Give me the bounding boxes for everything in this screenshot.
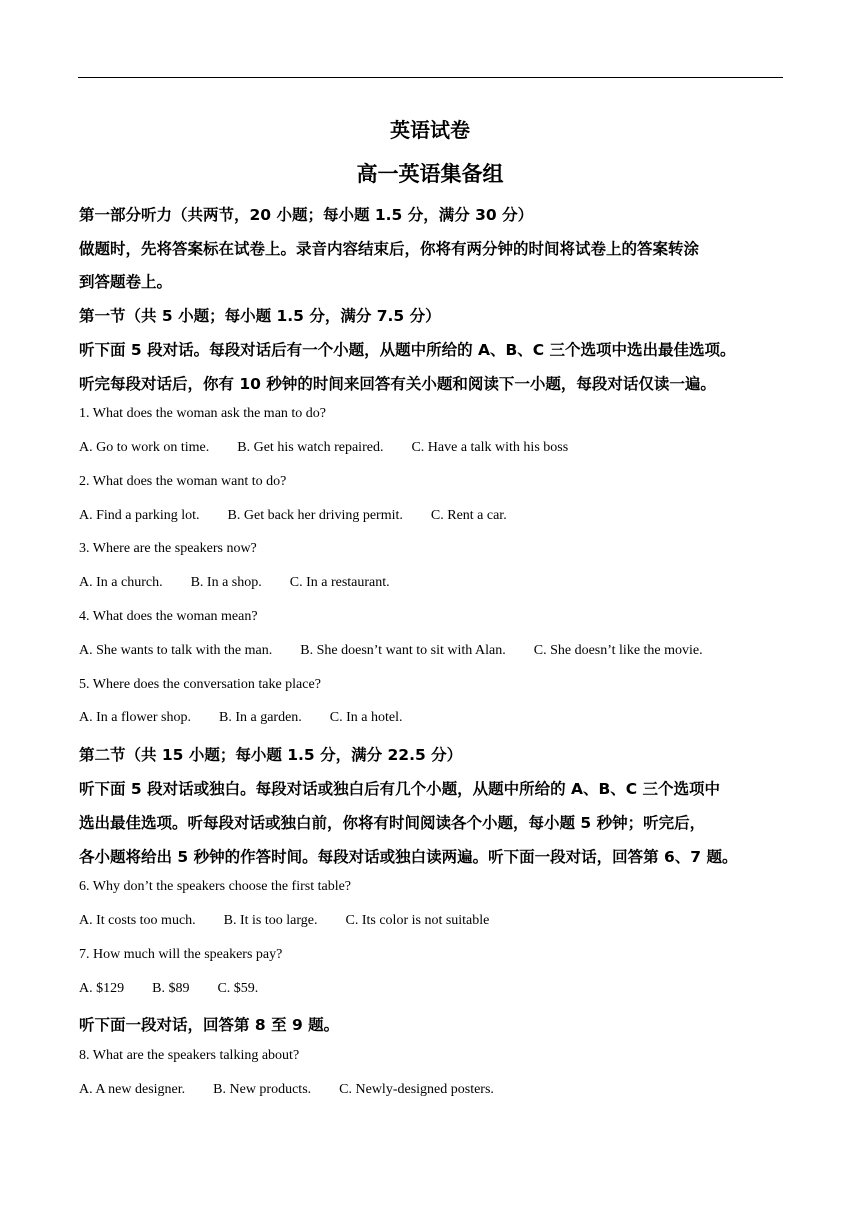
option-a: A. A new designer. xyxy=(79,1082,186,1097)
question-8-options xyxy=(79,1082,522,1098)
option-b: B. Get back her driving permit. xyxy=(227,508,403,523)
question-5: 5. Where does the conversation take place? xyxy=(79,677,321,692)
question-1-options xyxy=(79,440,596,456)
option-c: C. Its color is not suitable xyxy=(345,913,490,928)
option-b: B. She doesn’t want to sit with Alan. xyxy=(300,643,506,658)
question-7-options xyxy=(79,981,286,997)
header-rule xyxy=(78,77,783,78)
option-a: A. It costs too much. xyxy=(79,913,196,928)
section1-heading: 第一节（共 5 小题；每小题 1.5 分，满分 7.5 分） xyxy=(79,307,441,325)
part1-instruction-line2: 到答题卷上。 xyxy=(79,273,173,291)
section2-instruction-line1: 听下面 5 段对话或独白。每段对话或独白后有几个小题，从题中所给的 A、B、C 三个选项中 xyxy=(79,780,721,798)
option-c: C. She doesn’t like the movie. xyxy=(533,643,703,658)
option-a: A. Find a parking lot. xyxy=(79,508,200,523)
part1-heading: 第一部分听力（共两节，20 小题；每小题 1.5 分，满分 30 分） xyxy=(79,206,534,224)
option-b: B. $89 xyxy=(152,981,190,996)
option-c: C. Newly-designed posters. xyxy=(339,1082,494,1097)
question-2: 2. What does the woman want to do? xyxy=(79,474,287,489)
question-7: 7. How much will the speakers pay? xyxy=(79,947,283,962)
option-a: A. She wants to talk with the man. xyxy=(79,643,273,658)
option-b: B. In a garden. xyxy=(218,710,302,725)
option-c: C. $59. xyxy=(217,981,259,996)
option-a: A. Go to work on time. xyxy=(79,440,210,455)
exam-subtitle: 高一英语集备组 xyxy=(356,161,504,186)
option-c: C. Rent a car. xyxy=(430,508,507,523)
option-b: B. New products. xyxy=(213,1082,312,1097)
part1-instruction-line1: 做题时，先将答案标在试卷上。录音内容结束后，你将有两分钟的时间将试卷上的答案转涂 xyxy=(79,240,700,258)
option-c: C. In a restaurant. xyxy=(289,575,390,590)
question-2-options xyxy=(79,508,535,524)
option-a: A. In a church. xyxy=(79,575,163,590)
question-5-options xyxy=(79,710,431,726)
option-a: A. $129 xyxy=(79,981,125,996)
exam-title: 英语试卷 xyxy=(390,118,470,142)
dialogue-note: 听下面一段对话，回答第 8 至 9 题。 xyxy=(79,1016,340,1034)
option-c: C. In a hotel. xyxy=(329,710,403,725)
section1-instruction-line2: 听完每段对话后，你有 10 秒钟的时间来回答有关小题和阅读下一小题，每段对话仅读一遍。 xyxy=(79,375,716,393)
option-b: B. In a shop. xyxy=(190,575,262,590)
question-6-options xyxy=(79,913,517,929)
question-4-options xyxy=(79,643,731,659)
question-3: 3. Where are the speakers now? xyxy=(79,541,257,556)
option-b: B. Get his watch repaired. xyxy=(237,440,384,455)
question-1: 1. What does the woman ask the man to do? xyxy=(79,406,327,421)
question-4: 4. What does the woman mean? xyxy=(79,609,258,624)
question-8: 8. What are the speakers talking about? xyxy=(79,1048,300,1063)
section1-instruction-line1: 听下面 5 段对话。每段对话后有一个小题，从题中所给的 A、B、C 三个选项中选出最佳选项。 xyxy=(79,341,736,359)
section2-heading: 第二节（共 15 小题；每小题 1.5 分，满分 22.5 分） xyxy=(79,746,463,764)
section2-instruction-line3: 各小题将给出 5 秒钟的作答时间。每段对话或独白读两遍。听下面一段对话，回答第 6、7 题。 xyxy=(79,848,738,866)
option-b: B. It is too large. xyxy=(223,913,318,928)
question-6: 6. Why don’t the speakers choose the first table? xyxy=(79,879,352,894)
option-c: C. Have a talk with his boss xyxy=(411,440,569,455)
question-3-options xyxy=(79,575,418,591)
option-a: A. In a flower shop. xyxy=(79,710,191,725)
section2-instruction-line2: 选出最佳选项。听每段对话或独白前，你将有时间阅读各个小题，每小题 5 秒钟；听完后， xyxy=(79,814,706,832)
